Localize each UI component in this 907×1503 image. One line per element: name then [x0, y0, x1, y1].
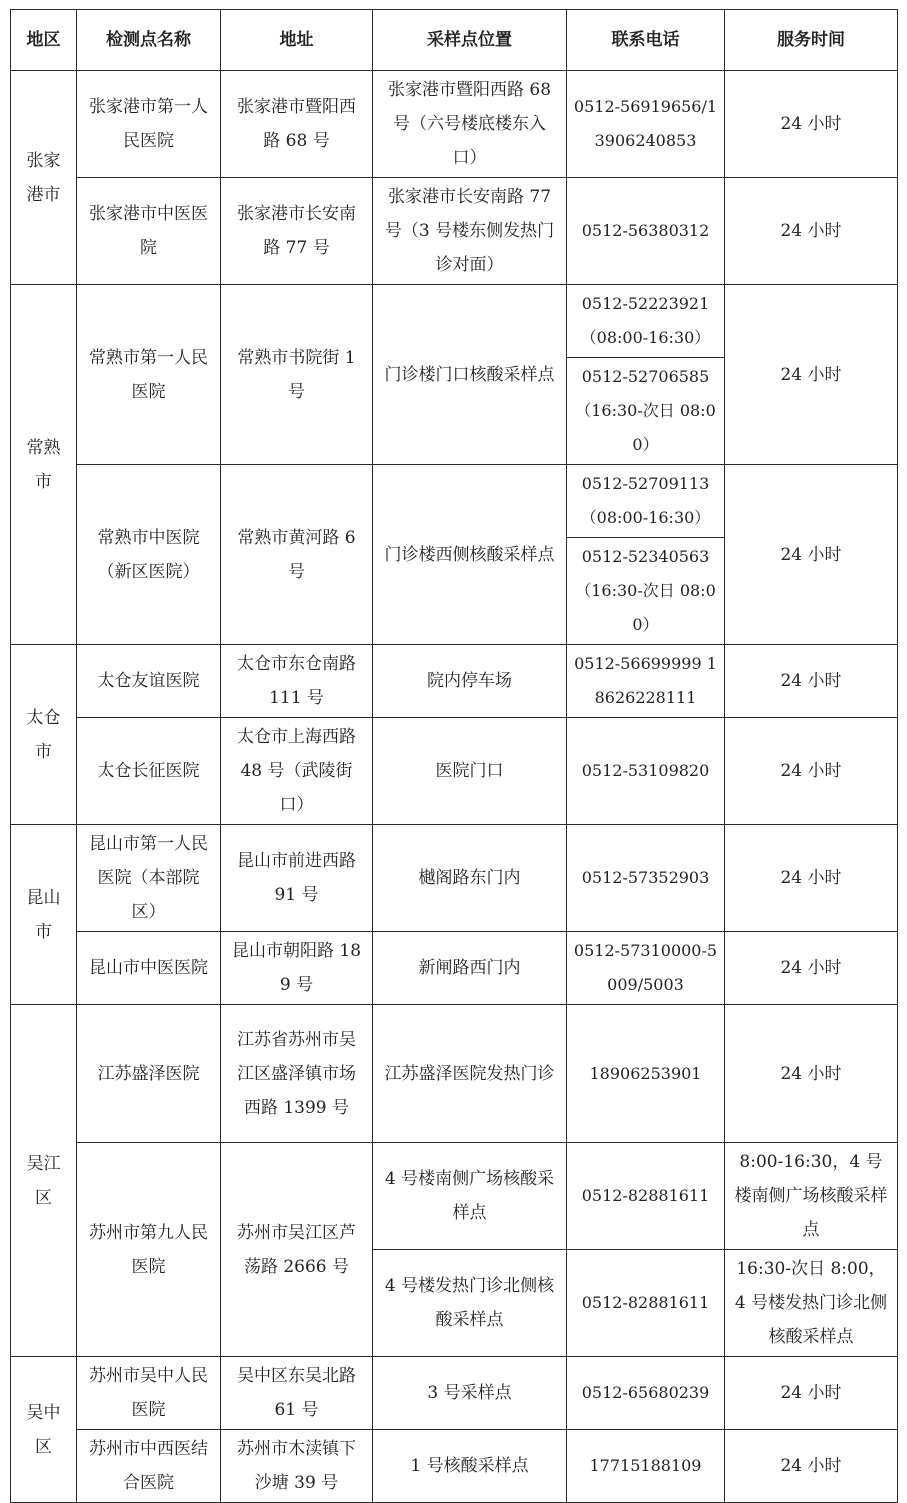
contact-phone: 0512-65680239 — [567, 1357, 725, 1430]
sampling-location: 4 号楼南侧广场核酸采样点 — [373, 1143, 567, 1250]
sampling-location: 4 号楼发热门诊北侧核酸采样点 — [373, 1250, 567, 1357]
sampling-location: 张家港市长安南路 77 号（3 号楼东侧发热门诊对面） — [373, 178, 567, 285]
site-name: 苏州市中西医结合医院 — [77, 1430, 221, 1503]
site-address: 张家港市长安南路 77 号 — [221, 178, 373, 285]
table-row — [11, 1005, 898, 1143]
table-row — [11, 71, 898, 178]
sampling-location: 门诊楼门口核酸采样点 — [373, 285, 567, 465]
service-hours: 16:30-次日 8:00，4 号楼发热门诊北侧核酸采样点 — [725, 1250, 898, 1357]
site-address: 苏州市吴江区芦荡路 2666 号 — [221, 1143, 373, 1357]
site-name: 张家港市第一人民医院 — [77, 71, 221, 178]
sampling-location: 院内停车场 — [373, 645, 567, 718]
header-site: 采样点位置 — [373, 10, 567, 71]
service-hours: 24 小时 — [725, 465, 898, 645]
sampling-location: 樾阁路东门内 — [373, 825, 567, 932]
site-name: 苏州市吴中人民医院 — [77, 1357, 221, 1430]
site-name: 太仓长征医院 — [77, 718, 221, 825]
site-name: 常熟市中医院（新区医院） — [77, 465, 221, 645]
contact-phone: 0512-52706585（16:30-次日 08:00） — [567, 358, 725, 465]
contact-phone: 0512-56380312 — [567, 178, 725, 285]
site-name: 昆山市中医医院 — [77, 932, 221, 1005]
table-row — [11, 465, 898, 538]
site-address: 太仓市上海西路 48 号（武陵街口） — [221, 718, 373, 825]
region-cell: 常熟市 — [11, 285, 77, 645]
region-cell: 吴江区 — [11, 1005, 77, 1357]
table-row — [11, 1357, 898, 1430]
service-hours: 24 小时 — [725, 825, 898, 932]
table-row — [11, 285, 898, 358]
service-hours: 24 小时 — [725, 932, 898, 1005]
site-name: 常熟市第一人民医院 — [77, 285, 221, 465]
site-name: 太仓友谊医院 — [77, 645, 221, 718]
contact-phone: 0512-53109820 — [567, 718, 725, 825]
table-row — [11, 178, 898, 285]
contact-phone: 0512-57310000-5009/5003 — [567, 932, 725, 1005]
region-cell: 太仓市 — [11, 645, 77, 825]
table-row — [11, 1143, 898, 1250]
contact-phone: 0512-56919656/13906240853 — [567, 71, 725, 178]
site-address: 张家港市暨阳西路 68 号 — [221, 71, 373, 178]
site-name: 江苏盛泽医院 — [77, 1005, 221, 1143]
header-address: 地址 — [221, 10, 373, 71]
site-name: 苏州市第九人民医院 — [77, 1143, 221, 1357]
contact-phone: 0512-52223921（08:00-16:30） — [567, 285, 725, 358]
service-hours: 8:00-16:30，4 号楼南侧广场核酸采样点 — [725, 1143, 898, 1250]
contact-phone: 0512-82881611 — [567, 1143, 725, 1250]
region-cell: 吴中区 — [11, 1357, 77, 1503]
testing-sites-table — [10, 9, 898, 1503]
header-hours: 服务时间 — [725, 10, 898, 71]
service-hours: 24 小时 — [725, 1005, 898, 1143]
sampling-location: 1 号核酸采样点 — [373, 1430, 567, 1503]
contact-phone: 0512-82881611 — [567, 1250, 725, 1357]
site-address: 昆山市朝阳路 189 号 — [221, 932, 373, 1005]
sampling-location: 张家港市暨阳西路 68 号（六号楼底楼东入口） — [373, 71, 567, 178]
header-name: 检测点名称 — [77, 10, 221, 71]
region-cell: 昆山市 — [11, 825, 77, 1005]
service-hours: 24 小时 — [725, 718, 898, 825]
table-row — [11, 1430, 898, 1503]
site-address: 太仓市东仓南路 111 号 — [221, 645, 373, 718]
table-row — [11, 932, 898, 1005]
sampling-location: 3 号采样点 — [373, 1357, 567, 1430]
table-row — [11, 645, 898, 718]
site-address: 常熟市书院街 1 号 — [221, 285, 373, 465]
service-hours: 24 小时 — [725, 1357, 898, 1430]
contact-phone: 0512-52340563（16:30-次日 08:00） — [567, 538, 725, 645]
header-phone: 联系电话 — [567, 10, 725, 71]
sampling-location: 新闸路西门内 — [373, 932, 567, 1005]
site-address: 吴中区东吴北路 61 号 — [221, 1357, 373, 1430]
contact-phone: 0512-52709113（08:00-16:30） — [567, 465, 725, 538]
sampling-location: 门诊楼西侧核酸采样点 — [373, 465, 567, 645]
table-row — [11, 825, 898, 932]
service-hours: 24 小时 — [725, 178, 898, 285]
service-hours: 24 小时 — [725, 645, 898, 718]
site-name: 昆山市第一人民医院（本部院区） — [77, 825, 221, 932]
header-region: 地区 — [11, 10, 77, 71]
site-address: 苏州市木渎镇下沙塘 39 号 — [221, 1430, 373, 1503]
table-row — [11, 718, 898, 825]
service-hours: 24 小时 — [725, 71, 898, 178]
site-address: 昆山市前进西路 91 号 — [221, 825, 373, 932]
contact-phone: 18906253901 — [567, 1005, 725, 1143]
service-hours: 24 小时 — [725, 285, 898, 465]
header-row — [11, 10, 898, 71]
contact-phone: 0512-57352903 — [567, 825, 725, 932]
contact-phone: 0512-56699999 18626228111 — [567, 645, 725, 718]
site-name: 张家港市中医医院 — [77, 178, 221, 285]
service-hours: 24 小时 — [725, 1430, 898, 1503]
contact-phone: 17715188109 — [567, 1430, 725, 1503]
sampling-location: 江苏盛泽医院发热门诊 — [373, 1005, 567, 1143]
sampling-location: 医院门口 — [373, 718, 567, 825]
region-cell: 张家港市 — [11, 71, 77, 285]
site-address: 江苏省苏州市吴江区盛泽镇市场西路 1399 号 — [221, 1005, 373, 1143]
site-address: 常熟市黄河路 6 号 — [221, 465, 373, 645]
